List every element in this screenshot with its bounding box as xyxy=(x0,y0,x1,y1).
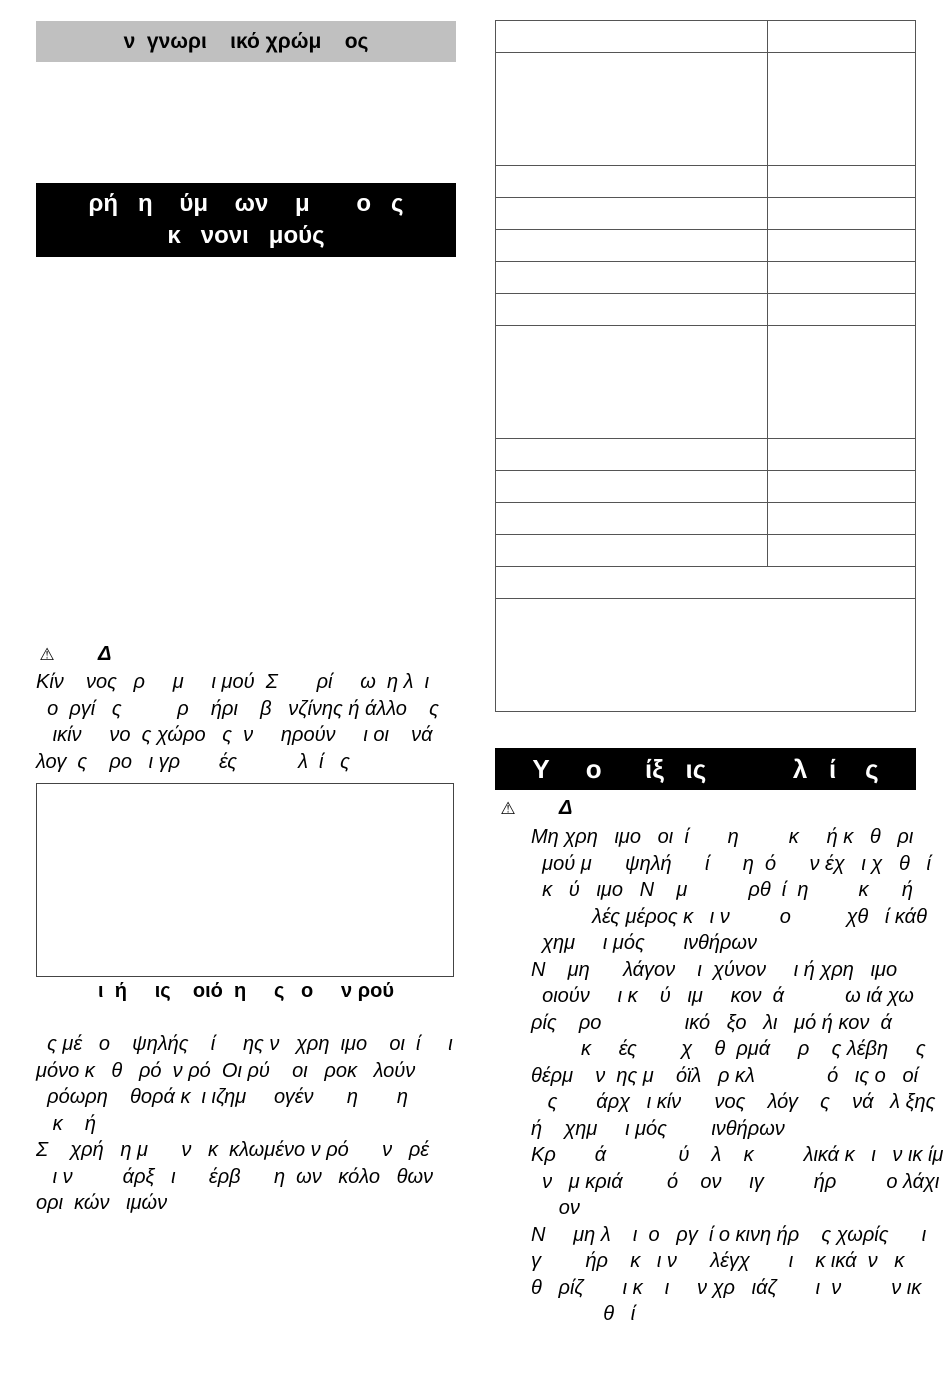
table-cell xyxy=(496,53,768,166)
table-row xyxy=(496,262,916,294)
warning-label-right xyxy=(497,797,572,820)
table-cell xyxy=(496,599,916,712)
warning-triangle-icon: ⚠ xyxy=(500,799,516,818)
right-warning-text xyxy=(531,824,943,1328)
table-row xyxy=(496,53,916,166)
table-cell xyxy=(768,230,916,262)
table-cell xyxy=(768,439,916,471)
table-row xyxy=(496,599,916,712)
table-row xyxy=(496,503,916,535)
text-line: γ ήρ κ ι ν λέγχ ι κ ικά ν κ xyxy=(531,1250,905,1272)
section-heading-grey: ν γνωρι ικό χρώμ ος xyxy=(36,21,456,62)
text-line: μού μ ψηλή ί η ό ν έχ ι χ θ ί xyxy=(531,852,931,875)
table-row xyxy=(496,567,916,599)
text-line: κ ές χ θ ρμά ρ ς λέβη ς xyxy=(531,1038,926,1060)
text-line: ν μ κριά ό ον ιγ ήρ ο λάχι xyxy=(531,1170,940,1193)
table-cell xyxy=(496,262,768,294)
table-cell xyxy=(496,503,768,535)
text-line: Κρ ά ύ λ κ λικά κ ι ν ικ ίμ xyxy=(531,1144,944,1166)
warning-word: Δ xyxy=(559,797,573,819)
warning-word: Δ xyxy=(98,643,112,665)
text-line: ι ν άρξ ι έρβ η ων κόλο θων xyxy=(36,1165,434,1188)
text-line: κ ύ ιμο Ν μ ρθ ί η κ ή xyxy=(531,879,913,901)
table-cell xyxy=(768,326,916,439)
table-cell xyxy=(496,230,768,262)
section-heading-black xyxy=(36,183,456,257)
table-cell xyxy=(496,439,768,471)
table-row xyxy=(496,471,916,503)
table-row xyxy=(496,294,916,326)
table-cell xyxy=(768,198,916,230)
text-line: Μη χρη ιμο οι ί η κ ή κ θ ρι xyxy=(531,826,914,848)
specifications-table xyxy=(495,20,916,712)
text-line: ον xyxy=(531,1197,580,1219)
text-line: Ν μη λ ι ο ργ ί ο κινη ήρ ς χωρίς ι xyxy=(531,1223,927,1246)
table-cell xyxy=(496,567,916,599)
table-cell xyxy=(768,471,916,503)
text-line: κ ή xyxy=(36,1112,96,1135)
text-line: ς άρχ ι κίν νος λόγ ς νά λ ξης xyxy=(531,1091,936,1113)
table-row xyxy=(496,230,916,262)
figure-placeholder xyxy=(36,783,454,977)
section-heading-black-right: Υ ο ίξ ις λ ί ς xyxy=(495,748,916,790)
table-cell xyxy=(768,21,916,53)
text-line: θ ρίζ ι κ ι ν χρ ιάζ ι ν ν ικ xyxy=(531,1276,922,1299)
text-line: ορι κών ιμών xyxy=(36,1192,168,1214)
table-cell xyxy=(496,471,768,503)
text-line: ο ργί ς ρ ήρι β νζίνης ή άλλο ς xyxy=(36,697,439,720)
warning-text xyxy=(36,669,439,775)
table-cell xyxy=(768,166,916,198)
text-line: Σ χρή η μ ν κ κλωμένο ν ρό ν ρέ xyxy=(36,1139,430,1161)
text-line: χημ ι μός ινθήρων xyxy=(531,932,758,954)
heading-line-1: ρή η ύμ ων μ ο ς xyxy=(88,190,404,217)
table-cell xyxy=(496,166,768,198)
text-line: λές μέρος κ ι ν ο χθ ί κάθ xyxy=(531,905,927,928)
table-cell xyxy=(768,262,916,294)
table-cell xyxy=(768,53,916,166)
text-line: ς μέ ο ψηλής ί ης ν χρη ιμο οι ί ι xyxy=(36,1033,453,1055)
text-line: ρίς ρο ικό ξο λι μό ή κον ά xyxy=(531,1011,892,1034)
table-row xyxy=(496,198,916,230)
table-cell xyxy=(496,326,768,439)
text-line: θ ί xyxy=(531,1303,636,1325)
table-row xyxy=(496,166,916,198)
table-cell xyxy=(496,198,768,230)
table-cell xyxy=(768,535,916,567)
table-cell xyxy=(496,535,768,567)
text-line: Κίν νος ρ μ ι μού Σ ρί ω η λ ι xyxy=(36,671,430,693)
text-line: λογ ς ρο ι γρ ές λ ί ς xyxy=(36,750,350,773)
table-row xyxy=(496,535,916,567)
text-line: ρόωρη θορά κ ι ιζημ ογέν η η xyxy=(36,1086,408,1108)
table-cell xyxy=(768,294,916,326)
text-line: μόνο κ θ ρό ν ρό Οι ρύ οι ροκ λούν xyxy=(36,1059,416,1082)
warning-label xyxy=(36,643,111,666)
text-line: θέρμ ν ης μ όϊλ ρ κλ ό ις ο οί xyxy=(531,1064,919,1087)
text-line: ικίν νο ς χώρο ς ν ηρούν ι οι νά xyxy=(36,724,433,746)
table-cell xyxy=(496,21,768,53)
warning-triangle-icon: ⚠ xyxy=(39,645,55,664)
table-row xyxy=(496,439,916,471)
table-cell xyxy=(768,503,916,535)
heading-line-2: κ νονι μούς xyxy=(167,222,325,249)
text-line: Ν μη λάγον ι χύνον ι ή χρη ιμο xyxy=(531,958,898,981)
text-line: οιούν ι κ ύ ιμ κον ά ω ιά χω xyxy=(531,985,914,1007)
figure-caption: ι ή ις οιό η ς ο ν ρού xyxy=(98,980,394,1002)
body-text xyxy=(36,1031,453,1217)
table-row xyxy=(496,21,916,53)
table-cell xyxy=(496,294,768,326)
table-row xyxy=(496,326,916,439)
text-line: ή χημ ι μός ινθήρων xyxy=(531,1117,785,1140)
